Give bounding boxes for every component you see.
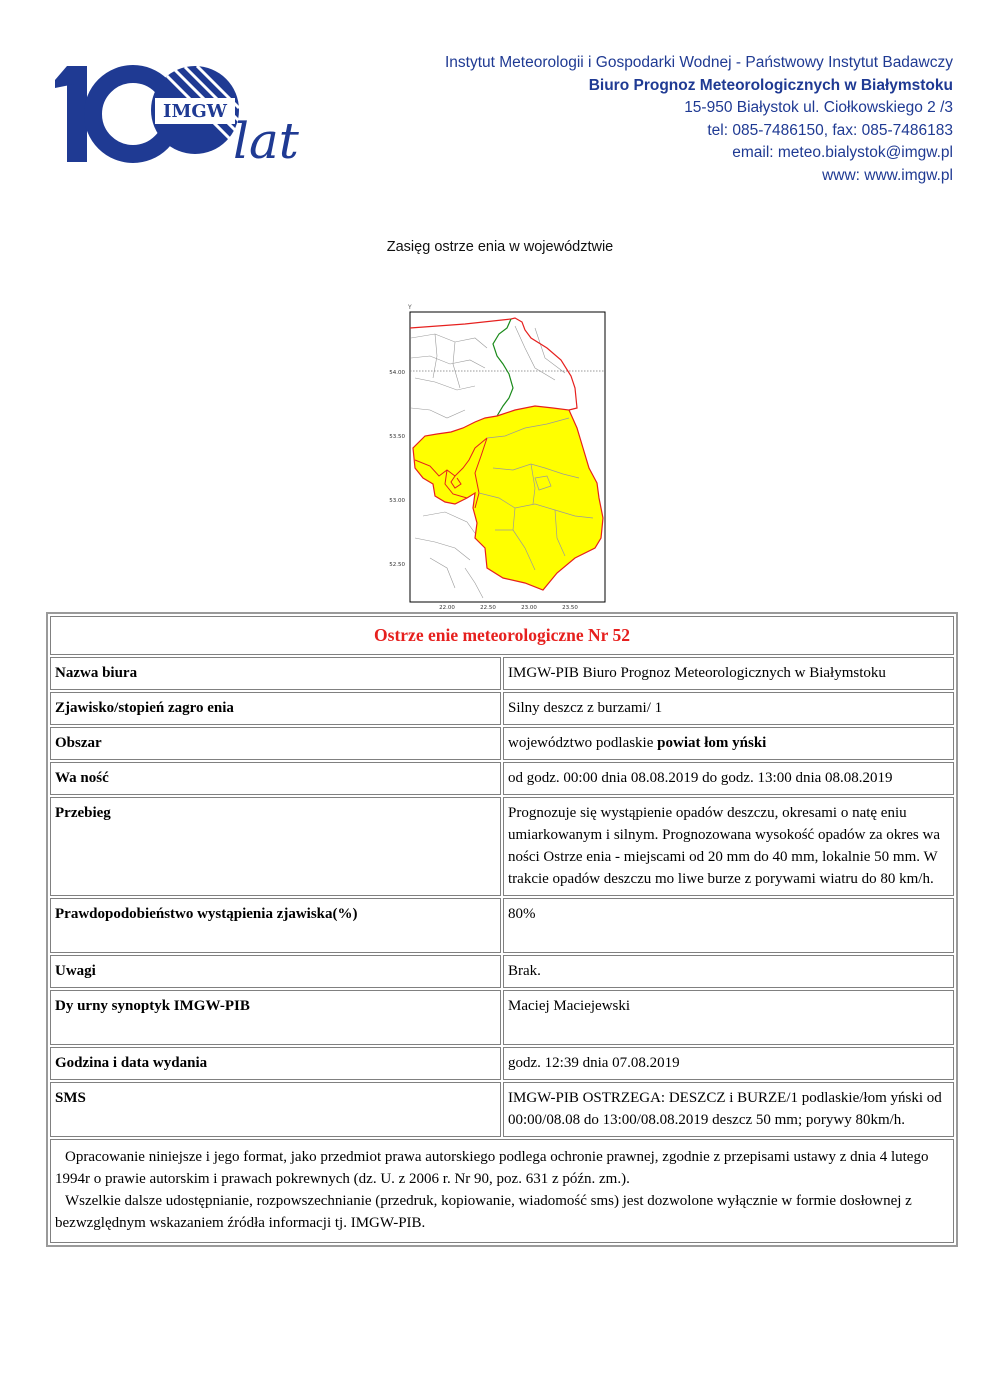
map-lat-tick: 53.00 — [389, 498, 405, 504]
row-label: Przebieg — [50, 797, 501, 896]
copyright-notice — [50, 1139, 954, 1243]
row-label: Obszar — [50, 727, 501, 760]
logo-number-text: 10 — [55, 58, 56, 59]
map-lon-tick: 23.00 — [521, 605, 537, 611]
row-label: Zjawisko/stopień zagro enia — [50, 692, 501, 725]
row-value: Silny deszcz z burzami/ 1 — [503, 692, 954, 725]
map-axis-y-label: Y — [408, 304, 412, 311]
logo-script-text: lat — [233, 112, 299, 168]
row-value: od godz. 00:00 dnia 08.08.2019 do godz. 13:00 dnia 08.08.2019 — [503, 762, 954, 795]
redistribution-paragraph: Wszelkie dalsze udostępnianie, rozpowszechnianie (przedruk, kopiowanie, wiadomość sms) jest dozwolone wyłącznie w formie dosłownej z bezwzględnym wskazaniem źródła informacji tj. IMGW-PIB. — [55, 1193, 912, 1231]
table-row — [50, 727, 954, 760]
copyright-paragraph: Opracowanie niniejsze i jego format, jako przedmiot prawa autorskiego podlega ochronie prawnej, zgodnie z przepisami ustawy z dnia 4 lutego 1994r o prawie autorskim i prawach pokrewnych (dz. U. z 2006 r. Nr 90, poz. 631 z późn. zm.). — [55, 1149, 929, 1187]
table-row — [50, 955, 954, 988]
map-lat-tick: 53.50 — [389, 434, 405, 440]
table-row — [50, 990, 954, 1045]
office-header — [445, 52, 953, 187]
row-value: 80% — [503, 898, 954, 953]
row-label: Wa ność — [50, 762, 501, 795]
row-value: godz. 12:39 dnia 07.08.2019 — [503, 1047, 954, 1080]
map-lon-tick: 22.50 — [480, 605, 496, 611]
row-value: Brak. — [503, 955, 954, 988]
map-lat-tick: 54.00 — [389, 370, 405, 376]
office-phone: tel: 085-7486150, fax: 085-7486183 — [707, 121, 953, 139]
warning-area-map — [375, 298, 615, 616]
table-row — [50, 797, 954, 896]
map-caption: Zasięg ostrze enia w województwie — [386, 239, 614, 255]
office-name: Biuro Prognoz Meteorologicznych w Białymstoku — [588, 76, 953, 94]
institute-name: Instytut Meteorologii i Gospodarki Wodnej - Państwowy Instytut Badawczy — [445, 54, 953, 71]
row-value: Prognozuje się wystąpienie opadów deszczu, okresami o natę eniu umiarkowanym i silnym. Prognozowana wysokość opadów za okres wa ności Ostrze enia - miejscami od 20 mm do 40 mm, lokalnie 50 mm. W trakcie opadów deszczu mo liwe burze z porywami wiatru do 80 km/h. — [503, 797, 954, 896]
voivodeship-map — [375, 298, 615, 616]
row-label: Uwagi — [50, 955, 501, 988]
table-row — [50, 762, 954, 795]
row-value: Maciej Maciejewski — [503, 990, 954, 1045]
map-lon-tick: 22.00 — [439, 605, 455, 611]
map-lon-tick: 23.50 — [562, 605, 578, 611]
row-label: Prawdopodobieństwo wystąpienia zjawiska(%) — [50, 898, 501, 953]
row-label: Nazwa biura — [50, 657, 501, 690]
logo-emblem-text: IMGW — [163, 101, 227, 122]
logo-graphic — [55, 58, 305, 168]
imgw-100-lat-logo — [55, 58, 305, 168]
table-row — [50, 1047, 954, 1080]
table-row — [50, 1082, 954, 1137]
row-label: Dy urny synoptyk IMGW-PIB — [50, 990, 501, 1045]
area-voivodeship: województwo podlaskie — [508, 735, 658, 751]
office-email: email: meteo.bialystok@imgw.pl — [732, 144, 953, 161]
row-label: Godzina i data wydania — [50, 1047, 501, 1080]
row-value: IMGW-PIB OSTRZEGA: DESZCZ i BURZE/1 podlaskie/łom yński od 00:00/08.08 do 13:00/08.08.2019 deszcz 50 mm; porywy 80km/h. — [503, 1082, 954, 1137]
office-website: www: www.imgw.pl — [822, 166, 953, 184]
map-lat-tick: 52.50 — [389, 562, 405, 568]
area-county: powiat łom yński — [657, 735, 767, 751]
warning-table — [46, 612, 958, 1247]
office-address: 15-950 Białystok ul. Ciołkowskiego 2 /3 — [684, 99, 953, 116]
row-label: SMS — [50, 1082, 501, 1137]
warning-title: Ostrze enie meteorologiczne Nr 52 — [50, 616, 954, 655]
table-row — [50, 657, 954, 690]
table-row — [50, 898, 954, 953]
row-value: IMGW-PIB Biuro Prognoz Meteorologicznych w Białymstoku — [503, 657, 954, 690]
table-row — [50, 692, 954, 725]
row-value-area — [503, 727, 954, 760]
